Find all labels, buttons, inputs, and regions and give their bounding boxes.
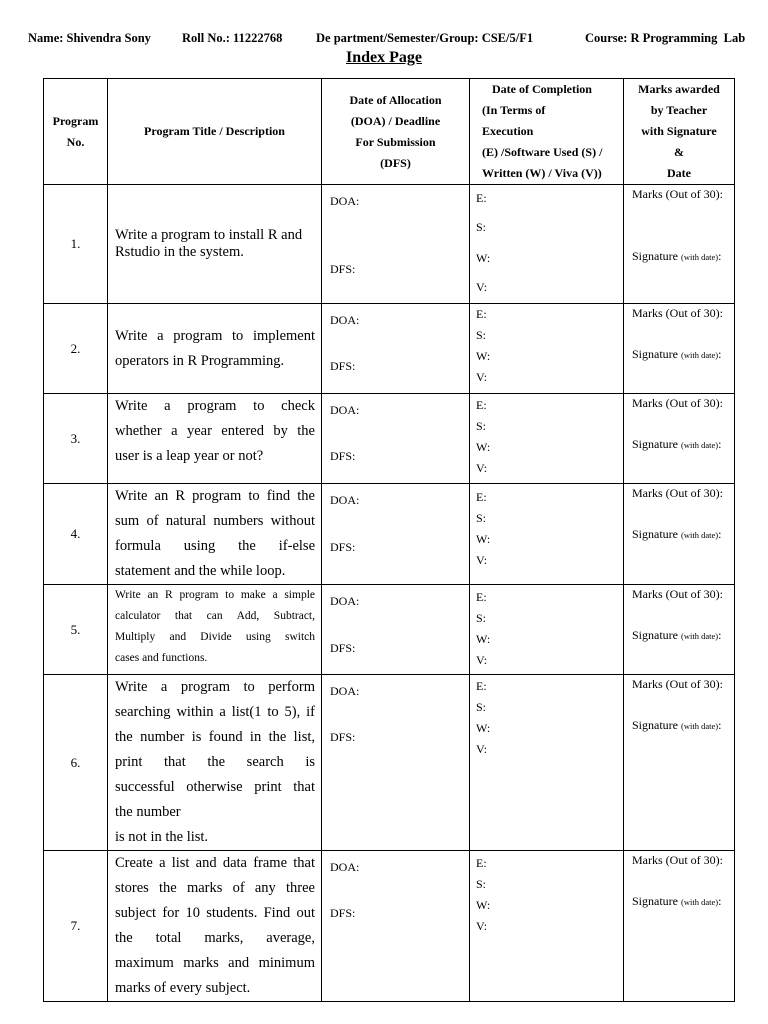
signature-text: Signature: [632, 718, 678, 732]
completion-s-label: S:: [476, 877, 487, 891]
doa-dfs-cell: [322, 585, 470, 675]
marks-cell: [624, 394, 735, 484]
colon-text: :: [718, 718, 722, 732]
completion-s-label: S:: [476, 611, 487, 625]
marks-label: Marks (Out of 30):: [632, 396, 723, 410]
col-title: Program Title / Description: [108, 79, 322, 185]
program-description: [108, 851, 322, 1002]
with-date-text: (with date): [681, 721, 719, 731]
signature-text: Signature: [632, 347, 678, 361]
program-number: 5.: [44, 585, 108, 675]
dfs-label: DFS:: [330, 262, 356, 276]
completion-e-label: E:: [476, 490, 487, 504]
table-row: [44, 304, 735, 394]
doa-label: DOA:: [330, 403, 360, 417]
description-line: stores the marks of any three: [115, 880, 315, 896]
program-number: 6.: [44, 675, 108, 851]
with-date-text: (with date): [681, 530, 719, 540]
program-description: [108, 304, 322, 394]
description-line: searching within a list(1 to 5), if: [115, 704, 315, 720]
doa-label: DOA:: [330, 860, 360, 874]
marks-cell: [624, 484, 735, 585]
signature-text: Signature: [632, 249, 678, 263]
completion-v-label: V:: [476, 742, 488, 756]
doa-dfs-cell: [322, 304, 470, 394]
completion-v-label: V:: [476, 553, 488, 567]
completion-v-label: V:: [476, 370, 488, 384]
marks-label: Marks (Out of 30):: [632, 187, 723, 201]
completion-cell: [470, 484, 624, 585]
colon-text: :: [718, 437, 722, 451]
completion-v-label: V:: [476, 653, 488, 667]
marks-cell: [624, 675, 735, 851]
table-row: [44, 675, 735, 851]
description-line: Write a program to install R and: [115, 227, 303, 243]
col-completion: Date of Completion (In Terms of Execution (E) /Software Used (S) / Written (W) / Viva (V)): [470, 79, 624, 185]
marks-label: Marks (Out of 30):: [632, 306, 723, 320]
completion-cell: [470, 185, 624, 304]
signature-text: Signature: [632, 628, 678, 642]
description-line: the number: [115, 804, 181, 820]
signature-text: Signature: [632, 437, 678, 451]
completion-cell: [470, 304, 624, 394]
marks-label: Marks (Out of 30):: [632, 677, 723, 691]
department: De partment/Semester/Group: CSE/5/F1: [316, 31, 534, 45]
with-date-text: (with date): [681, 350, 719, 360]
with-date-text: (with date): [681, 897, 719, 907]
header-row: [44, 79, 735, 185]
signature-text: Signature: [632, 894, 678, 908]
completion-cell: [470, 394, 624, 484]
program-number: 7.: [44, 851, 108, 1002]
program-number: 2.: [44, 304, 108, 394]
marks-cell: [624, 304, 735, 394]
description-line: maximum marks and minimum: [115, 955, 315, 971]
completion-w-label: W:: [476, 440, 491, 454]
dfs-label: DFS:: [330, 359, 356, 373]
description-line: Create a list and data frame that: [115, 855, 315, 871]
completion-cell: [470, 585, 624, 675]
completion-w-label: W:: [476, 632, 491, 646]
roll-number: Roll No.: 11222768: [182, 31, 283, 45]
description-line: cases and functions.: [115, 652, 208, 664]
table-row: [44, 394, 735, 484]
dfs-label: DFS:: [330, 906, 356, 920]
description-line: formula using the if-else: [115, 538, 315, 554]
completion-cell: [470, 675, 624, 851]
completion-cell: [470, 851, 624, 1002]
dfs-label: DFS:: [330, 730, 356, 744]
page-title: Index Page: [346, 49, 422, 66]
completion-w-label: W:: [476, 349, 491, 363]
program-number: 1.: [44, 185, 108, 304]
description-line: Write a program to implement: [115, 327, 315, 344]
description-line: is not in the list.: [115, 829, 209, 845]
completion-e-label: E:: [476, 398, 487, 412]
colon-text: :: [718, 249, 722, 263]
description-line: whether a year entered by the: [115, 423, 315, 439]
doa-dfs-cell: [322, 185, 470, 304]
program-description: [108, 394, 322, 484]
completion-w-label: W:: [476, 251, 491, 265]
description-line: Write a program to perform: [115, 679, 315, 695]
signature-label: [632, 247, 730, 266]
col-doa: Date of Allocation (DOA) / Deadline For Submission (DFS): [322, 79, 470, 185]
signature-label: [632, 525, 730, 544]
colon-text: :: [718, 894, 722, 908]
completion-e-label: E:: [476, 679, 487, 693]
completion-w-label: W:: [476, 532, 491, 546]
completion-s-label: S:: [476, 328, 487, 342]
doa-dfs-cell: [322, 484, 470, 585]
completion-s-label: S:: [476, 419, 487, 433]
description-line: marks of every subject.: [115, 980, 251, 996]
signature-label: [632, 435, 730, 454]
colon-text: :: [718, 347, 722, 361]
with-date-text: (with date): [681, 631, 719, 641]
course: Course: R Programming Lab: [585, 31, 746, 45]
program-description: [108, 185, 322, 304]
description-line: the total marks, average,: [115, 930, 315, 946]
with-date-text: (with date): [681, 440, 719, 450]
description-line: Rstudio in the system.: [115, 244, 244, 260]
completion-w-label: W:: [476, 898, 491, 912]
doa-dfs-cell: [322, 394, 470, 484]
description-line: Write a program to check: [115, 398, 315, 414]
description-line: calculator that can Add, Subtract,: [115, 610, 315, 622]
completion-e-label: E:: [476, 191, 487, 205]
dfs-label: DFS:: [330, 641, 356, 655]
program-description: [108, 484, 322, 585]
program-description: [108, 675, 322, 851]
col-program-no: Program No.: [44, 79, 108, 185]
table-row: [44, 484, 735, 585]
marks-cell: [624, 185, 735, 304]
signature-text: Signature: [632, 527, 678, 541]
program-description: [108, 585, 322, 675]
description-line: print that the search is: [115, 754, 315, 770]
colon-text: :: [718, 628, 722, 642]
signature-label: [632, 716, 730, 735]
completion-w-label: W:: [476, 721, 491, 735]
signature-label: [632, 345, 730, 364]
program-number: 4.: [44, 484, 108, 585]
col-marks: Marks awarded by Teacher with Signature & Date: [624, 79, 735, 185]
doa-label: DOA:: [330, 684, 360, 698]
program-number: 3.: [44, 394, 108, 484]
description-line: user is a leap year or not?: [115, 448, 264, 464]
doa-dfs-cell: [322, 851, 470, 1002]
description-line: sum of natural numbers without: [115, 513, 315, 529]
completion-e-label: E:: [476, 307, 487, 321]
doa-label: DOA:: [330, 493, 360, 507]
marks-label: Marks (Out of 30):: [632, 587, 723, 601]
description-line: Write an R program to make a simple: [115, 589, 315, 601]
marks-cell: [624, 851, 735, 1002]
with-date-text: (with date): [681, 252, 719, 262]
marks-label: Marks (Out of 30):: [632, 853, 723, 867]
completion-v-label: V:: [476, 461, 488, 475]
completion-v-label: V:: [476, 919, 488, 933]
description-line: Write an R program to find the: [115, 488, 315, 504]
signature-label: [632, 626, 730, 645]
description-line: statement and the while loop.: [115, 563, 286, 579]
signature-label: [632, 892, 730, 911]
marks-label: Marks (Out of 30):: [632, 486, 723, 500]
marks-cell: [624, 585, 735, 675]
completion-s-label: S:: [476, 220, 487, 234]
table-row: [44, 585, 735, 675]
description-line: the number is found in the list,: [115, 729, 315, 745]
doa-label: DOA:: [330, 594, 360, 608]
completion-e-label: E:: [476, 856, 487, 870]
description-line: successful otherwise print that: [115, 779, 315, 795]
doa-label: DOA:: [330, 313, 360, 327]
student-name: Name: Shivendra Sony: [28, 31, 151, 45]
description-line: Multiply and Divide using switch: [115, 631, 315, 643]
index-table: [43, 78, 735, 1002]
dfs-label: DFS:: [330, 449, 356, 463]
description-line: operators in R Programming.: [115, 352, 285, 369]
completion-e-label: E:: [476, 590, 487, 604]
completion-v-label: V:: [476, 280, 488, 294]
completion-s-label: S:: [476, 700, 487, 714]
table-row: [44, 185, 735, 304]
table-row: [44, 851, 735, 1002]
doa-label: DOA:: [330, 194, 360, 208]
doa-dfs-cell: [322, 675, 470, 851]
colon-text: :: [718, 527, 722, 541]
description-line: subject for 10 students. Find out: [115, 905, 315, 921]
completion-s-label: S:: [476, 511, 487, 525]
dfs-label: DFS:: [330, 540, 356, 554]
